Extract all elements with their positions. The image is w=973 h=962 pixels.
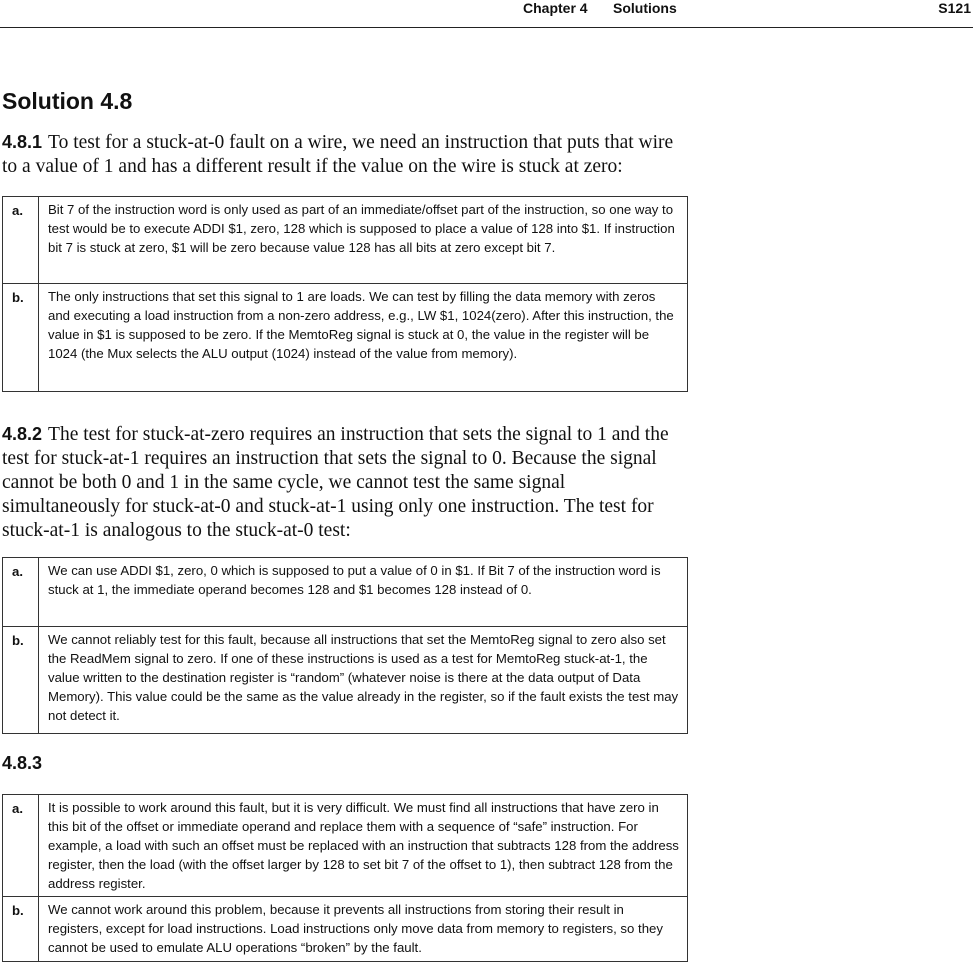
table-4-8-1 — [2, 196, 688, 392]
section-number: 4.8.1 — [2, 132, 43, 152]
section-number: 4.8.2 — [2, 424, 43, 444]
paragraph-text: The test for stuck-at-zero requires an instruction that sets the signal to 1 and the test for stuck-at-1 requires an instruction that sets the signal to 0. Because the signal cannot be both 0 and 1 in the same cycle, we cannot test the same signal simultaneously for stuck-at-0 and stuck-at-1 using only one instruction. The test for stuck-at-1 is analogous to the stuck-at-0 test: — [2, 424, 669, 541]
paragraph-4-8-2 — [2, 422, 688, 543]
paragraph-text: To test for a stuck-at-0 fault on a wire, we need an instruction that puts that wire to a value of 1 and has a different result if the value on the wire is stuck at zero: — [2, 132, 674, 177]
paragraph-4-8-1 — [2, 130, 688, 179]
row-label: b. — [3, 897, 39, 962]
table-row — [3, 627, 688, 734]
solution-title: Solution 4.8 — [2, 88, 133, 114]
row-text: Bit 7 of the instruction word is only used as part of an immediate/offset part of the instruction, so one way to test would be to execute ADDI $1, zero, 128 which is supposed to place a value of 128 into $1. If instruction bit 7 is stuck at zero, $1 will be zero because value 128 has all bits at zero except bit 7. — [39, 197, 688, 284]
table-row — [3, 897, 688, 962]
row-label: a. — [3, 795, 39, 897]
row-label: a. — [3, 197, 39, 284]
row-label: b. — [3, 627, 39, 734]
row-text: We cannot reliably test for this fault, because all instructions that set the MemtoReg signal to zero also set the ReadMem signal to zero. If one of these instructions is used as a test for MemtoReg stuck-at-1, the value written to the destination register is “random” (whatever noise is there at the data output of Data Memory). This value could be the same as the value already in the register, so if the fault exists the test may not detect it. — [39, 627, 688, 734]
row-label: a. — [3, 558, 39, 627]
row-text: The only instructions that set this signal to 1 are loads. We can test by filling the data memory with zeros and executing a load instruction from a non-zero address, e.g., LW $1, 1024(zero). After this instruction, the value in $1 is supposed to be zero. If the MemtoReg signal is stuck at 0, the value in the register will be 1024 (the Mux selects the ALU output (1024) instead of the value from memory). — [39, 284, 688, 392]
table-row — [3, 284, 688, 392]
page-number: S121 — [938, 0, 971, 16]
table-row — [3, 795, 688, 897]
chapter-label: Chapter 4 — [523, 0, 588, 16]
table-4-8-2 — [2, 557, 688, 734]
row-text: We cannot work around this problem, because it prevents all instructions from storing their result in registers, except for load instructions. Load instructions only move data from memory to registers, so they cannot be used to emulate ALU operations “broken” by the fault. — [39, 897, 688, 962]
section-label: Solutions — [613, 0, 677, 16]
row-text: We can use ADDI $1, zero, 0 which is supposed to put a value of 0 in $1. If Bit 7 of the instruction word is stuck at 1, the immediate operand becomes 128 and $1 becomes 128 instead of 0. — [39, 558, 688, 627]
table-row — [3, 558, 688, 627]
section-4-8-3-heading: 4.8.3 — [2, 753, 43, 773]
table-row — [3, 197, 688, 284]
row-label: b. — [3, 284, 39, 392]
row-text: It is possible to work around this fault, but it is very difficult. We must find all instructions that have zero in this bit of the offset or immediate operand and replace them with a sequence of “safe” instruction. For example, a load with such an offset must be replaced with an instruction that subtracts 128 from the address register, then the load (with the offset larger by 128 to set bit 7 of the offset to 1), then subtract 128 from the address register. — [39, 795, 688, 897]
running-header — [0, 0, 973, 28]
table-4-8-3 — [2, 794, 688, 962]
